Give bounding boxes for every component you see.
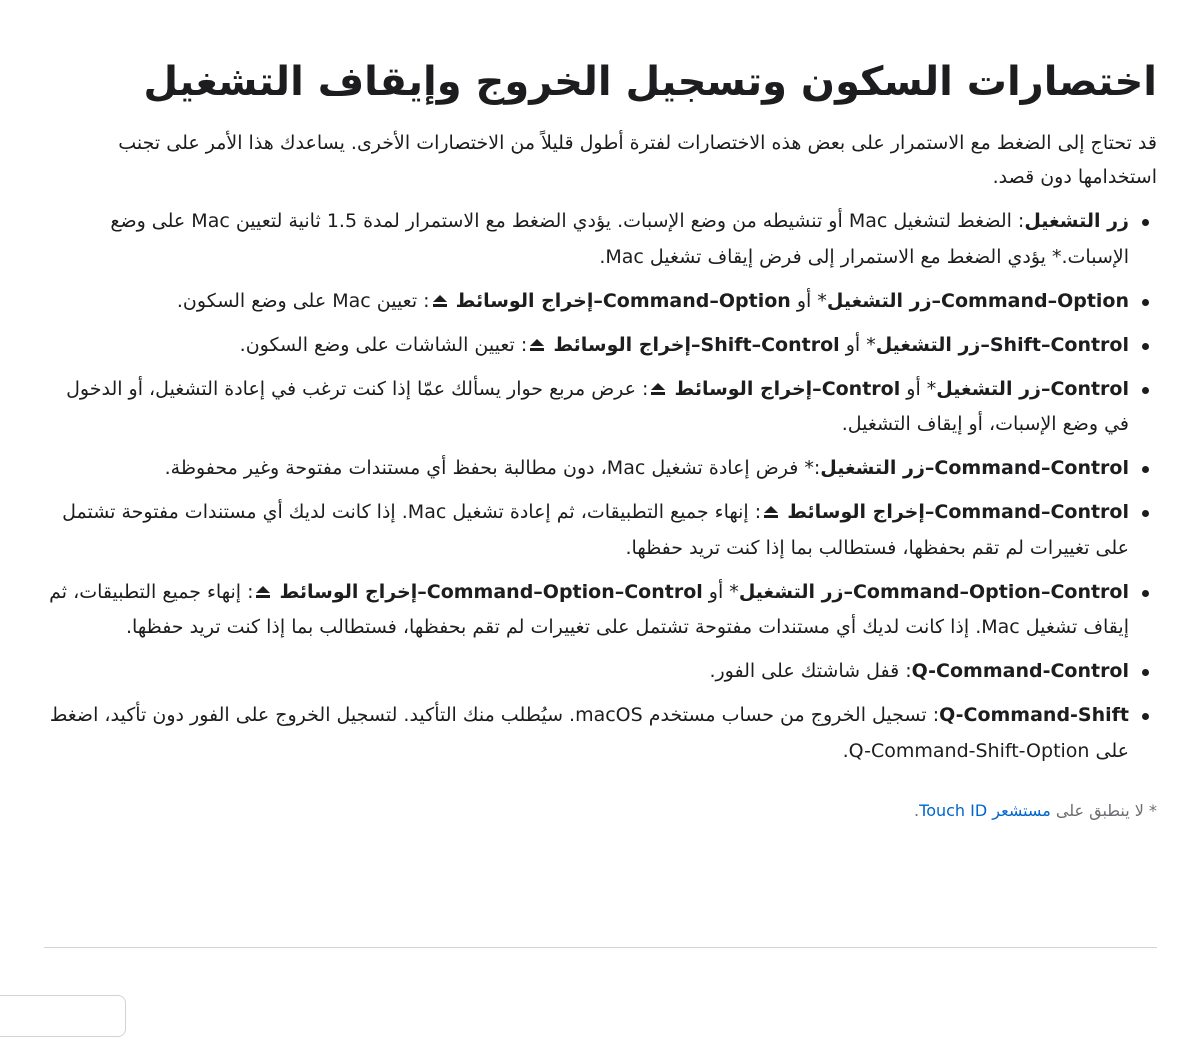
shortcut-key: Command–Control–إخراج الوسائط xyxy=(787,501,1129,523)
list-item xyxy=(44,654,1129,690)
footnote-end: . xyxy=(914,801,920,820)
shortcut-description: : تسجيل الخروج من حساب مستخدم macOS. سيُطلب منك التأكيد. لتسجيل الخروج على الفور دون تأكيد، اضغط على Q-Command-Shift-Option. xyxy=(49,704,1129,762)
shortcut-key: Command–Option–Control–زر التشغيل xyxy=(738,580,1129,603)
shortcut-description: : عرض مربع حوار يسألك عمّا إذا كنت ترغب في إعادة التشغيل، أو الدخول في وضع الإسبات، أو إيقاف التشغيل. xyxy=(66,377,1129,435)
list-item xyxy=(44,698,1129,769)
eject-icon xyxy=(650,382,666,396)
list-item xyxy=(44,284,1129,320)
intro-paragraph: قد تحتاج إلى الضغط مع الاستمرار على بعض هذه الاختصارات لفترة أطول قليلاً من الاختصارات الأخرى. يساعدك هذا الأمر على تجنب استخدامها دون قصد. xyxy=(118,132,1157,188)
eject-icon xyxy=(432,294,448,308)
shortcut-separator: * أو xyxy=(839,333,876,356)
page-title: اختصارات السكون وتسجيل الخروج وإيقاف التشغيل xyxy=(143,59,1157,105)
shortcut-description: :* فرض إعادة تشغيل Mac، دون مطالبة بحفظ أي مستندات مفتوحة وغير محفوظة. xyxy=(164,457,821,479)
shortcut-key-alt: Control–إخراج الوسائط xyxy=(674,377,901,400)
shortcut-key: Control–زر التشغيل xyxy=(936,377,1129,400)
article xyxy=(44,0,1157,825)
bottom-partial-box xyxy=(0,995,126,1037)
shortcut-separator: * أو xyxy=(900,377,937,400)
shortcut-description: : إنهاء جميع التطبيقات، ثم إعادة تشغيل Mac. إذا كانت لديك أي مستندات مفتوحة تشتمل على تغييرات لم تقم بحفظها، فستطالب بما إذا كنت تريد حفظها. xyxy=(62,501,1129,559)
shortcut-key-alt: Command–Option–Control–إخراج الوسائط xyxy=(279,580,703,603)
shortcut-key-alt: Command–Option–إخراج الوسائط xyxy=(455,289,791,312)
shortcut-description: : تعيين Mac على وضع السكون. xyxy=(176,289,430,312)
shortcut-key: Command–Control–زر التشغيل xyxy=(820,457,1129,479)
shortcut-list xyxy=(44,204,1157,769)
shortcut-description: : الضغط لتشغيل Mac أو تنشيطه من وضع الإسبات. يؤدي الضغط مع الاستمرار لمدة 1.5 ثانية لتعيين Mac على وضع الإسبات.* يؤدي الضغط مع الاستمرار إلى فرض إيقاف تشغيل Mac. xyxy=(110,210,1129,268)
shortcut-description: : إنهاء جميع التطبيقات، ثم إيقاف تشغيل Mac. إذا كانت لديك أي مستندات مفتوحة تشتمل على تغييرات لم تقم بحفظها، فستطالب بما إذا كنت تريد حفظها. xyxy=(49,580,1129,638)
shortcut-separator: * أو xyxy=(790,289,827,312)
eject-icon xyxy=(529,338,545,352)
shortcut-key: زر التشغيل xyxy=(1024,210,1129,232)
list-item xyxy=(44,328,1129,364)
shortcut-separator: * أو xyxy=(702,580,739,603)
shortcut-key: Q-Command-Control xyxy=(911,660,1129,682)
footnote xyxy=(44,797,1157,825)
shortcut-key: Q-Command-Shift xyxy=(939,704,1129,726)
list-item xyxy=(44,451,1129,487)
eject-icon xyxy=(255,585,271,599)
shortcut-description: : تعيين الشاشات على وضع السكون. xyxy=(239,333,528,356)
eject-icon xyxy=(763,505,779,519)
touch-id-link[interactable]: مستشعر Touch ID xyxy=(919,801,1051,820)
list-item xyxy=(44,575,1129,646)
shortcut-key-alt: Shift–Control–إخراج الوسائط xyxy=(553,333,840,356)
section-divider xyxy=(44,947,1157,948)
list-item xyxy=(44,204,1129,275)
shortcut-key: Command–Option–زر التشغيل xyxy=(826,289,1129,312)
list-item xyxy=(44,495,1129,566)
footnote-text: * لا ينطبق على xyxy=(1050,801,1157,820)
list-item xyxy=(44,372,1129,443)
shortcut-key: Shift–Control–زر التشغيل xyxy=(875,333,1129,356)
shortcut-description: : قفل شاشتك على الفور. xyxy=(709,660,912,682)
